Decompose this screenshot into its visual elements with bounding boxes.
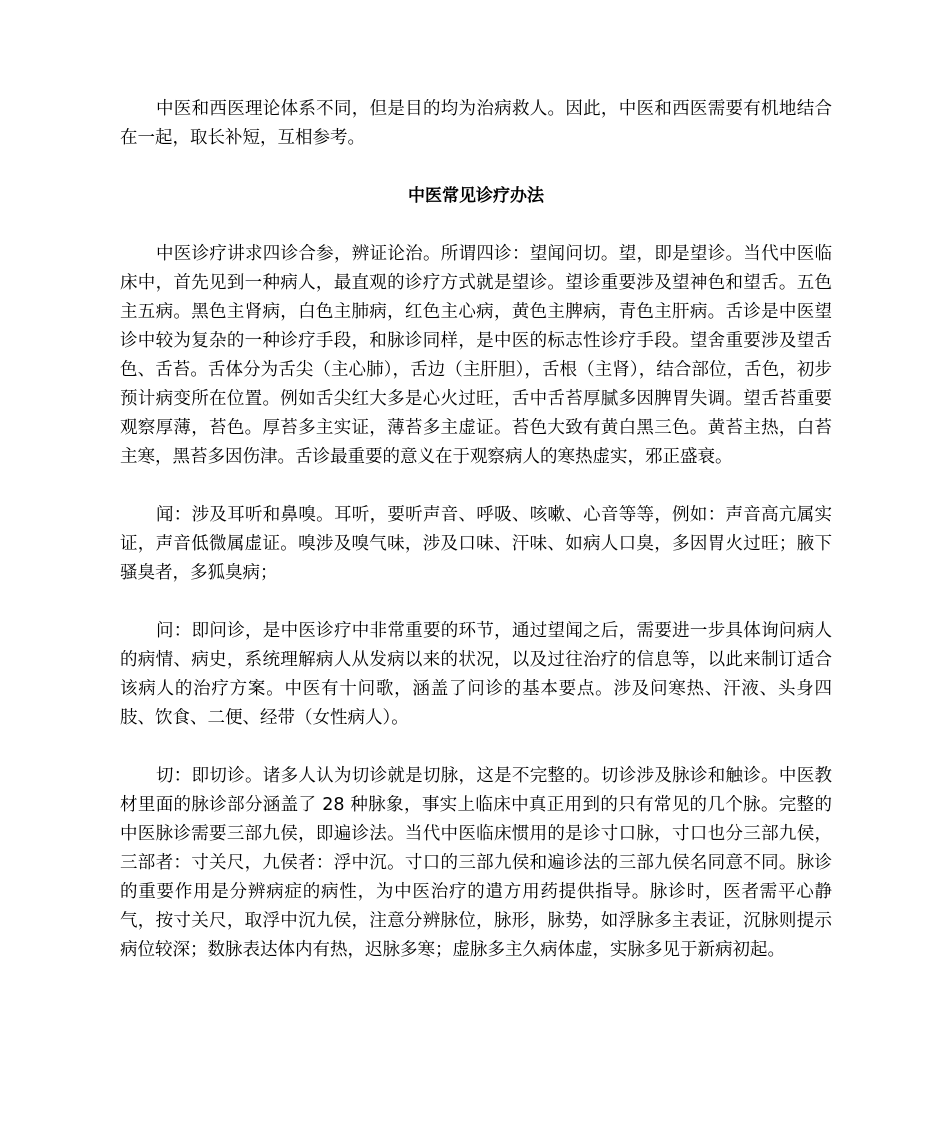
paragraph-wang: 中医诊疗讲求四诊合参，辨证论治。所谓四诊：望闻问切。望，即是望诊。当代中医临床中，首先见到一种病人，最直观的诊疗方式就是望诊。望诊重要涉及望神色和望舌。五色主五病。黑色主肾病，白色主肺病，红色主心病，黄色主脾病，青色主肝病。舌诊是中医望诊中较为复杂的一种诊疗手段，和脉诊同样，是中医的标志性诊疗手段。望舍重要涉及望舌色、舌苔。舌体分为舌尖（主心肺），舌边（主肝胆），舌根（主肾），结合部位，舌色，初步预计病变所在位置。例如舌尖红大多是心火过旺，舌中舌苔厚腻多因脾胃失调。望舌苔重要观察厚薄，苔色。厚苔多主实证，薄苔多主虚证。苔色大致有黄白黑三色。黄苔主热，白苔主寒，黑苔多因伤津。舌诊最重要的意义在于观察病人的寒热虚实，邪正盛衰。 [120, 244, 832, 467]
intro-paragraph: 中医和西医理论体系不同，但是目的均为治病救人。因此，中医和西医需要有机地结合在一起，取长补短，互相参考。 [120, 99, 832, 148]
paragraph-wen-listen: 闻：涉及耳听和鼻嗅。耳听，要听声音、呼吸、咳嗽、心音等等，例如：声音高亢属实证，声音低微属虚证。嗅涉及嗅气味，涉及口味、汗味、如病人口臭，多因胃火过旺；腋下骚臭者，多狐臭病； [120, 505, 832, 583]
document-page [120, 95, 832, 965]
section-heading: 中医常见诊疗办法 [408, 186, 544, 206]
paragraph-qie: 切：即切诊。诸多人认为切诊就是切脉，这是不完整的。切诊涉及脉诊和触诊。中医教材里面的脉诊部分涵盖了 28 种脉象，事实上临床中真正用到的只有常见的几个脉。完整的中医脉诊需要三部九侯，即遍诊法。当代中医临床惯用的是诊寸口脉，寸口也分三部九侯，三部者：寸关尺，九侯者：浮中沉。寸口的三部九侯和遍诊法的三部九侯名同意不同。脉诊的重要作用是分辨病症的病性，为中医治疗的遣方用药提供指导。脉诊时，医者需平心静气，按寸关尺，取浮中沉九侯，注意分辨脉位，脉形，脉势，如浮脉多主表证，沉脉则提示病位较深；数脉表达体内有热，迟脉多寒；虚脉多主久病体虚，实脉多见于新病初起。 [120, 766, 832, 960]
paragraph-wen-ask: 问：即问诊，是中医诊疗中非常重要的环节，通过望闻之后，需要进一步具体询问病人的病情、病史，系统理解病人从发病以来的状况，以及过往治疗的信息等，以此来制订适合该病人的治疗方案。中医有十问歌，涵盖了问诊的基本要点。涉及问寒热、汗液、头身四肢、饮食、二便、经带（女性病人）。 [120, 621, 832, 728]
